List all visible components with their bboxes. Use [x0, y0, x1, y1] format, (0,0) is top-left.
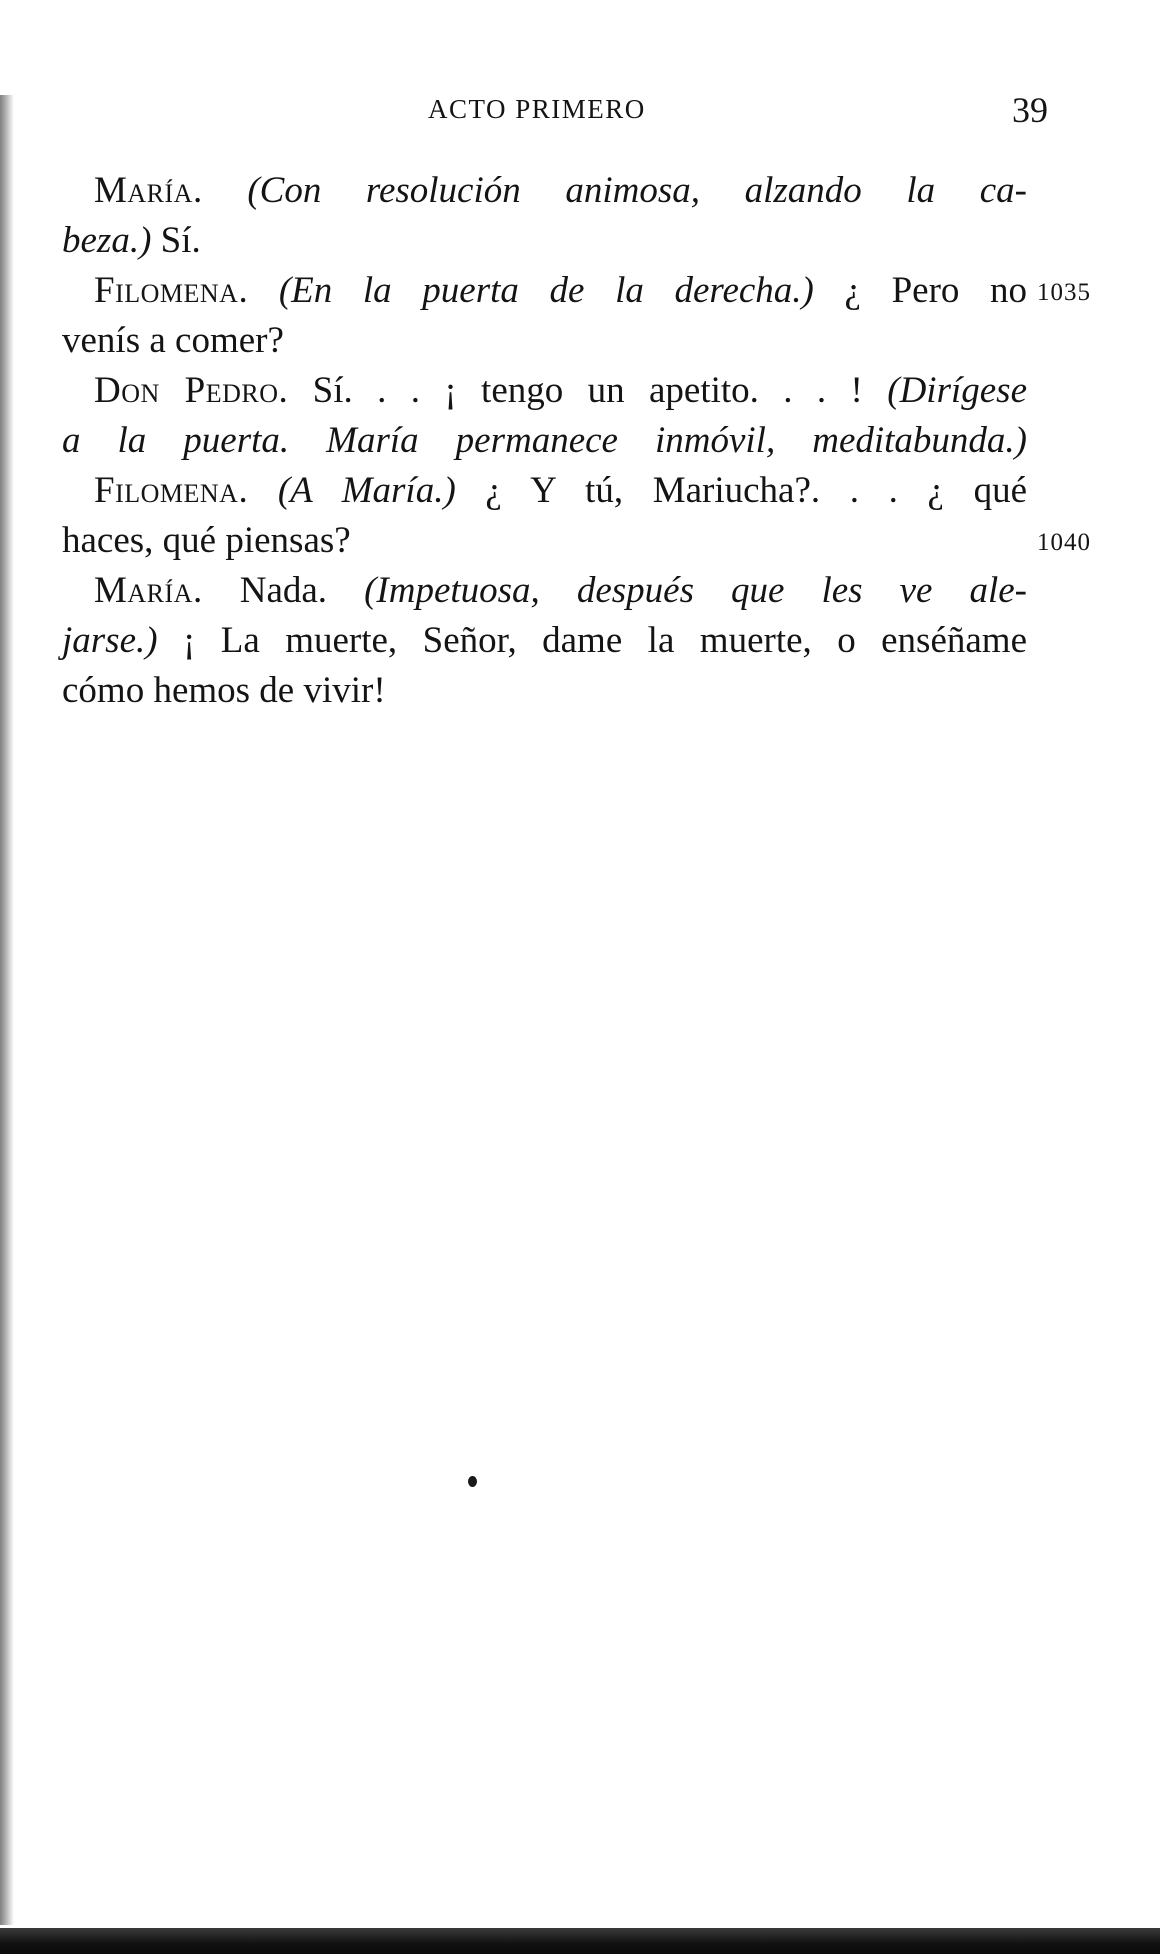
stage-direction: (Dirígese: [887, 370, 1027, 411]
text-line: [62, 466, 1027, 516]
verse-line-number: 1035: [1037, 279, 1091, 306]
stage-direction: (Impetuosa, después que les ve ale-: [364, 570, 1027, 611]
dialogue: Sí.: [151, 220, 201, 261]
dialogue: ¿ Pero no: [844, 270, 1028, 311]
stage-direction: beza.): [62, 220, 152, 261]
stage-direction: (En la puerta de la derecha.): [278, 270, 814, 311]
text-line: [62, 616, 1027, 666]
scan-edge-left: [0, 95, 14, 1925]
text-line: [62, 266, 1091, 316]
speaker-name: María.: [94, 570, 203, 611]
dialogue: venís a comer?: [62, 320, 284, 361]
dialogue: Nada.: [239, 570, 328, 611]
speaker-name: Filomena.: [94, 270, 249, 311]
running-title: ACTO PRIMERO: [428, 94, 646, 124]
stage-direction: a la puerta. María permanece inmóvil, meditabunda.): [62, 420, 1027, 461]
text-line: [62, 566, 1027, 616]
verse-line-number: 1040: [1037, 529, 1091, 556]
ink-speck: [468, 1476, 477, 1487]
text-line: [62, 666, 1027, 716]
stage-direction: (Con resolución animosa, alzando la ca-: [247, 170, 1028, 211]
speaker-name: Filomena.: [94, 470, 249, 511]
speaker-name: Don Pedro.: [94, 370, 289, 411]
dialogue: ¡ La muerte, Señor, dame la muerte, o enséñame: [183, 620, 1027, 661]
text-line: [62, 316, 1027, 366]
stage-direction: (A María.): [277, 470, 456, 511]
text-line: [62, 216, 1027, 266]
stage-direction: jarse.): [62, 620, 158, 661]
speaker-name: María.: [94, 170, 203, 211]
scan-edge-bottom: [0, 1928, 1160, 1954]
text-line: [62, 416, 1027, 466]
text-line: [62, 516, 1091, 566]
dialogue: haces, qué piensas?: [62, 520, 351, 561]
play-text: [62, 166, 1091, 716]
text-line: [62, 166, 1027, 216]
page-number: 39: [1012, 90, 1048, 130]
dialogue: ¿ Y tú, Mariucha?. . . ¿ qué: [485, 470, 1027, 511]
running-head: [0, 90, 1160, 130]
dialogue: Sí. . . ¡ tengo un apetito. . . !: [312, 370, 863, 411]
dialogue: cómo hemos de vivir!: [62, 670, 386, 711]
text-line: [62, 366, 1027, 416]
